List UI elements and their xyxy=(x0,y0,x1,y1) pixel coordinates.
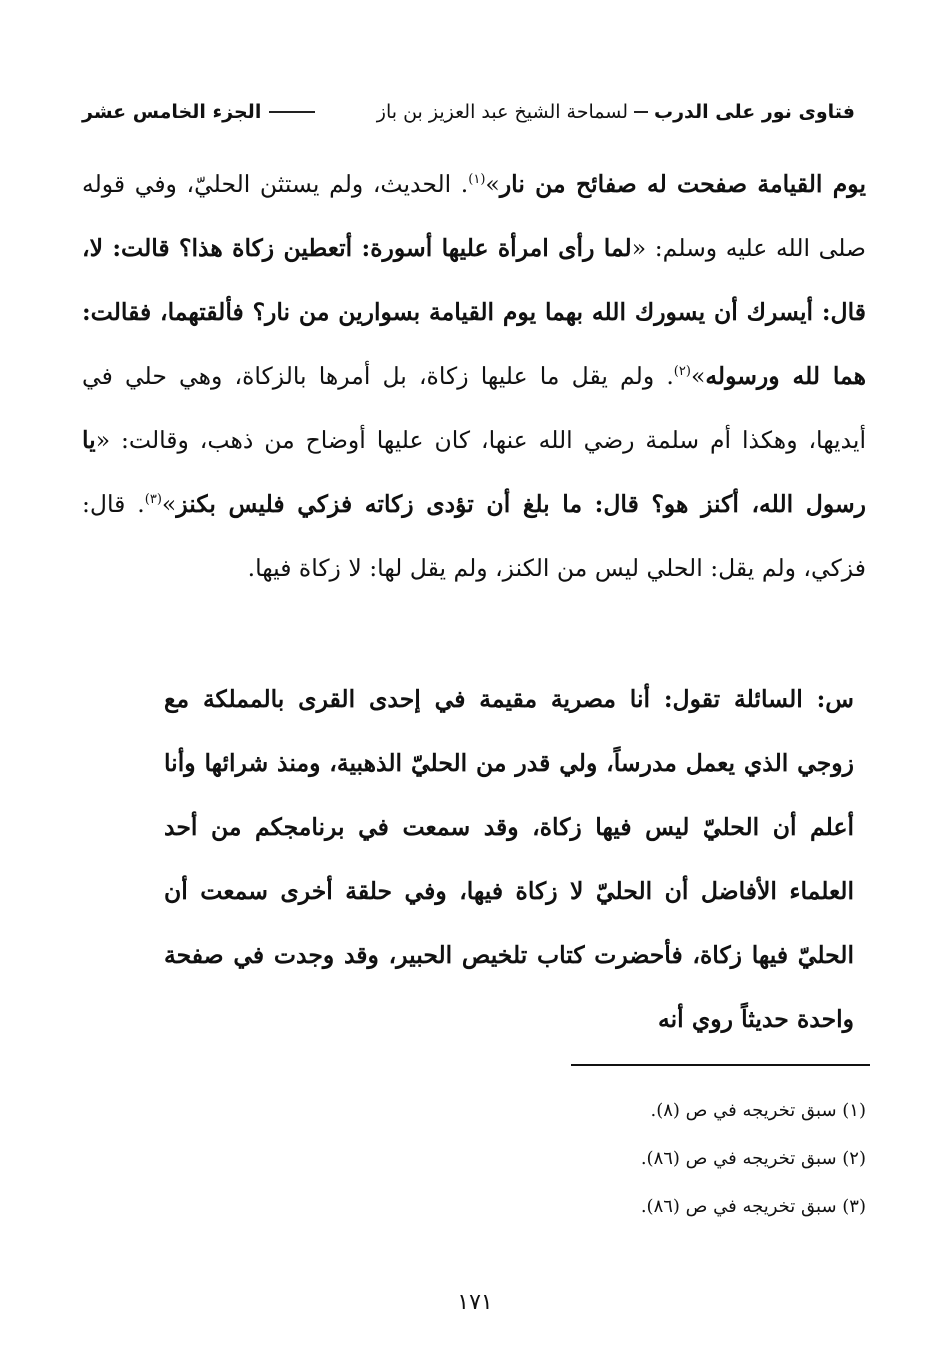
header-left-group xyxy=(82,92,323,132)
footnotes xyxy=(266,1087,866,1231)
header-rule xyxy=(269,111,315,113)
answer-paragraph: يوم القيامة صفحت له صفائح من نار»$^{(١)}$. الحديث، ولم يستثن الحليّ، وفي قوله صلى الله عليه وسلم: «لما رأى امرأة عليها أسورة: أتعطين زكاة هذا؟ قالت: لا، قال: أيسرك أن يسورك الله بهما يوم القيامة بسوارين من نار؟ فألقتهما، فقالت: هما لله ورسوله»$^{(٢)}$. ولم يقل ما عليها زكاة، بل أمرها بالزكاة، وهي حلي في أيديها، وهكذا أم سلمة رضي الله عنها، كان عليها أوضاح من ذهب، وقالت: «يا رسول الله، أكنز هو؟ قال: ما بلغ أن تؤدى زكاته فزكي فليس بكنز»$^{(٣)}$. قال: فزكي، ولم يقل: الحلي ليس من الكنز، ولم يقل لها: لا زكاة فيها. xyxy=(82,170,867,582)
footnote-ref: (١) xyxy=(468,172,486,188)
question-text: س: السائلة تقول: أنا مصرية مقيمة في إحدى القرى بالمملكة مع زوجي الذي يعمل مدرساً، ولي قدر من الحليّ الذهبية، ومنذ شرائها وأنا أعلم أن الحليّ ليس فيها زكاة، وقد سمعت في برنامجكم من أحد العلماء الأفاضل أن الحليّ لا زكاة فيها، وفي حلقة أخرى سمعت أن الحليّ فيها زكاة، فأحضرت كتاب تلخيص الحبير، وقد وجدت في صفحة واحدة حديثاً روي أنه xyxy=(164,685,854,1033)
footnote-item: (٣) سبق تخريجه في ص (٨٦). xyxy=(640,1196,866,1217)
footnote-ref: (٢) xyxy=(673,364,691,380)
volume-title: الجزء الخامس عشر xyxy=(82,101,262,123)
footnote-item: (٢) سبق تخريجه في ص (٨٦). xyxy=(640,1148,866,1169)
footnote-ref: (٣) xyxy=(144,492,162,508)
body-paragraph xyxy=(82,152,866,600)
footnote-item: (١) سبق تخريجه في ص (٨). xyxy=(650,1100,866,1121)
header-dash xyxy=(634,111,648,113)
running-header xyxy=(82,92,855,132)
question-paragraph xyxy=(164,667,854,1051)
body-text-segment: . الحديث، ولم يستثن الحليّ، وفي قوله صلى الله عليه وسلم: « xyxy=(82,170,866,262)
hadith-quote: يا رسول الله، أكنز هو؟ قال: ما بلغ أن تؤدى زكاته فزكي فليس بكنز xyxy=(82,426,867,518)
body-text-segment: . ولم يقل ما عليها زكاة، بل أمرها بالزكاة، وهي حلي في أيديها، وهكذا أم سلمة رضي الله عنها، كان عليها أوضاح من ذهب، وقالت: « xyxy=(82,362,866,454)
author-name: لسماحة الشيخ عبد العزيز بن باز xyxy=(376,101,628,123)
hadith-quote: لما رأى امرأة عليها أسورة: أتعطين زكاة هذا؟ قالت: لا، قال: أيسرك أن يسورك الله بهما يوم القيامة بسوارين من نار؟ فألقتهما، فقالت: هما لله ورسوله xyxy=(82,234,867,390)
series-title: فتاوى نور على الدرب xyxy=(654,101,855,123)
body-text-segment: . قال: فزكي، ولم يقل: الحلي ليس من الكنز، ولم يقل لها: لا زكاة فيها. xyxy=(82,490,866,582)
page-number: ١٧١ xyxy=(457,1290,493,1315)
hadith-quote: يوم القيامة صفحت له صفائح من نار xyxy=(499,170,866,198)
footnote-separator xyxy=(571,1064,870,1066)
header-right-group xyxy=(377,92,855,132)
